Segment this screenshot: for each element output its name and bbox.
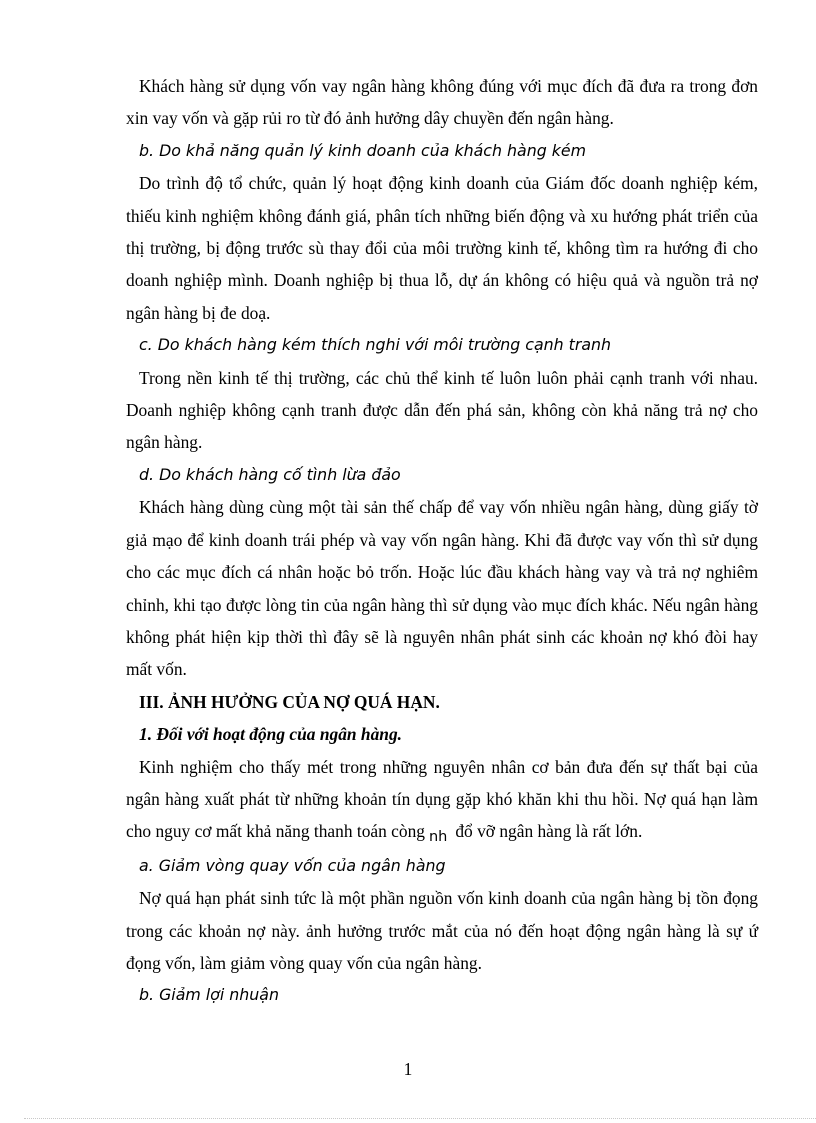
inline-text-fragment: nh [428,829,448,846]
page-bottom-divider [24,1118,816,1119]
section-heading-bank-operations: 1. Đối với hoạt động của ngân hàng. [139,724,402,745]
subheading-capital-turnover: a. Giảm vòng quay vốn của ngân hàng [139,855,446,875]
document-body [126,70,758,1012]
paragraph-capital-turnover: Nợ quá hạn phát sinh tức là một phần nguồn vốn kinh doanh của ngân hàng bị tồn đọng trong các khoản nợ này. ảnh hưởng trước mắt của nó đến hoạt động ngân hàng là sự ứ đọng vốn, làm giảm vòng quay vốn của ngân hàng. [126,888,758,973]
paragraph-management-weakness: Do trình độ tổ chức, quản lý hoạt động kinh doanh của Giám đốc doanh nghiệp kém, thiếu kinh nghiệm không đánh giá, phân tích những biến động và xu hướng phát triển của thị trường, bị động trước sù thay đổi của môi trường kinh tế, không tìm ra hướng đi cho doanh nghiệp mình. Doanh nghiệp bị thua lỗ, dự án không có hiệu quả và nguồn trả nợ ngân hàng bị đe doạ. [126,173,758,323]
subheading-management-weakness: b. Do khả năng quản lý kinh doanh của khách hàng kém [139,140,587,160]
paragraph-bank-operations-start: Kinh nghiệm cho thấy mét trong những nguyên nhân cơ bản đưa đến sự thất bại của ngân hàng xuất phát từ những khoản tín dụng gặp khó khăn khi thu hồi. Nợ quá hạn làm cho nguy cơ mất khả năng thanh toán còng [126,756,758,842]
subheading-fraud: d. Do khách hàng cố tình lừa đảo [139,464,401,484]
paragraph-competition: Trong nền kinh tế thị trường, các chủ thể kinh tế luôn luôn phải cạnh tranh với nhau. Doanh nghiệp không cạnh tranh được dẫn đến phá sản, không còn khả năng trả nợ cho ngân hàng. [126,367,758,453]
paragraph-fraud: Khách hàng dùng cùng một tài sản thế chấp để vay vốn nhiều ngân hàng, dùng giấy tờ giả mạo để kinh doanh trái phép và vay vốn ngân hàng. Khi đã được vay vốn thì sử dụng cho các mục đích cá nhân hoặc bỏ trốn. Hoặc lúc đầu khách hàng vay và trả nợ nghiêm chỉnh, khi tạo được lòng tin của ngân hàng thì sử dụng vào mục đích khác. Nếu ngân hàng không phát hiện kịp thời thì đây sẽ là nguyên nhân phát sinh các khoản nợ khó đòi hay mất vốn. [126,497,758,680]
section-heading-overdue-impact: III. ẢNH HƯỞNG CỦA NỢ QUÁ HẠN. [139,691,440,712]
subheading-profit-reduction: b. Giảm lợi nhuận [139,985,279,1005]
paragraph-bank-operations [126,751,758,850]
paragraph-misuse-of-loan: Khách hàng sử dụng vốn vay ngân hàng không đúng với mục đích đã đưa ra trong đơn xin vay vốn và gặp rủi ro từ đó ảnh hưởng dây chuyền đến ngân hàng. [126,76,758,129]
paragraph-bank-operations-end: đổ vỡ ngân hàng là rất lớn. [455,821,643,842]
subheading-competition: c. Do khách hàng kém thích nghi với môi trường cạnh tranh [139,335,612,355]
page-number: 1 [403,1059,413,1079]
